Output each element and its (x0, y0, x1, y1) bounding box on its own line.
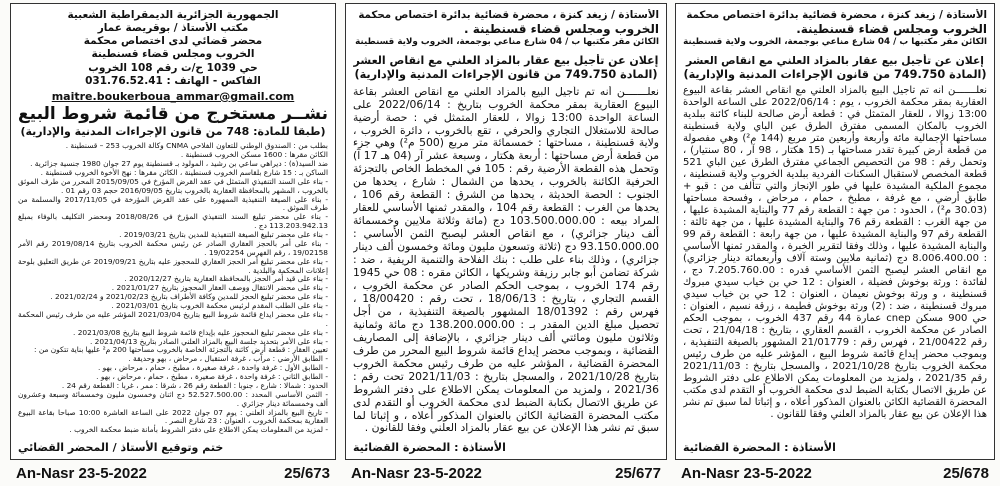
notice-right (675, 3, 995, 460)
header-line: الكائن مقر مكتبها ب / 04 شارع مناعي بوجمعة، الخروب ولاية قسنطينة (683, 36, 987, 47)
header-line: الأستاذة / زيغد كنزة ، محضرة قضائية بدائرة اختصاص محكمة (358, 9, 659, 21)
body-paragraph: - بناء على محضر تبليغ الصيغة التنفيذية للمدين بتاريخ 2019/03/21 . (119, 230, 328, 240)
notice-left (10, 3, 336, 460)
page-number: 25/677 (615, 464, 661, 482)
header-line: الكائن مقر مكتبها ب / 04 شارع مناعي بوجمعة، الخروب ولاية قسنطينة (355, 36, 659, 47)
body-paragraph: الكائن مقرها : 1600 مسكن الخروب قسنطينة . (180, 150, 328, 160)
newspaper-footer (10, 463, 336, 483)
email-address: maitre.boukerboua_ammar@gmail.com (51, 89, 295, 103)
body-paragraph: - الطابق الثاني : غرفة واحدة ، غرفة صغيرة ، مطبخ ، حمام ، مرحاض ، بهو . (96, 372, 328, 382)
body-paragraph: - بناء على محضر تبليغ المحجوز عليه بإيداع قائمة شروط البيع بتاريخ 2021/03/08 . (73, 327, 328, 337)
body-paragraph: الحدود : شمالا : شارع ، جنوبا : القطعة رقم 26 ، شرقا : ممر ، غربا : القطعة رقم 24 . (61, 380, 328, 390)
newspaper-footer (675, 463, 995, 483)
body-paragraph: - بناء على محضر ايداع قائمة شروط البيع بتاريخ 2021/03/04 المؤشر عليه من طرف رئيس المحكمة . (18, 309, 328, 328)
header-line: مكتب الأستاذ / بوقريصة عمار (97, 22, 249, 35)
body-paragraph: - بناء على قيد أمر الحجز بالمحافظة العقارية بتاريخ 2020/12/27 . (124, 274, 328, 284)
body-paragraph: ضد السيد(ة) : ديراهي ساعي بن رشيد ، المولود بـ قسنطينة يوم 27 جوان 1980 جنسية جزائرية . (30, 159, 328, 169)
body-paragraph: تعيين العقار : قطعة أرض كائنة بالتجزئة الخاصة بالخروب مساحتها 200 م² عليها بناية تتكون من : (33, 345, 328, 355)
notice-title: إعلان عن تأجيل بيع عقار بالمزاد العلني مع انقاص العشر (353, 53, 659, 67)
body-paragraph: - بناء على محضر تبليغ السند التنفيذي المؤرخ في 2018/08/26 ومحضر التكليف بالوفاء بمبلغ 113.203.942.13 دج . (18, 212, 328, 231)
body-paragraph: - بناء على محضر تبليغ الحجز للمدين وكافة الأطراف بتاريخ 2021/02/23 و 2021/02/24 . (50, 292, 328, 302)
body-paragraph: نعلـــــــن أنه تم تأجيل البيع بالمزاد العلني مع انقاص العشر بقاعة البيوع العقارية بمقر محكمة الخروب ، يوم : 2022/06/14 على الساعة الواحدة 13:00 زوالا ، للعقار المتمثل في : قطعة أرض صالحة للبناء كائنة ببلدية الخروب بالمكان المسمى مفترق الطرق عين الباي ولاية قسنطينة مساحتها الإجمالية مائة وأربعة وأربعين متر مربع (144 م²) وهي مفصولة من قطعة أرض كبيرة تقدر مساحتها بـ (15 هكتار ، 98 آر ، 80 سنتيار) ، وتحمل رقم : 98 من التحصيص الجماعي مفترق الطرق عين الباي 521 قطعة المخصص لاستقبال السكنات الفردية ببلدية الخروب ولاية قسنطينة ، مجموع الملكية المشيدة عليها في طور الإنجاز والتي تتألف من : قبو + طابق أرضي ، مع غرفة ، مطبخ ، حمام ، مرحاض ، وفسحة مساحتها (30.03 م²) ، الحدود : من جهة : القطعة رقم 77 والبناية المشيدة عليها ، من جهة الغرب : القطعة رقم 76 والبناية المشيدة عليها ، من جهة ثالثة : القطعة رقم 97 والبناية المشيدة عليها ، من جهة رابعة : القطعة رقم 99 والبناية المشيدة عليها ، وذلك وفقا لتقرير الخبرة ، والمقدر ثمنها الأساسي : 8.006.400.00 دج (ثمانية ملايين وستة آلاف وأربعمائة دينار جزائري) مع انقاص العشر ليصبح الثمن الأساسي قدره : 7.205.760.00 دج ، لفائدة : ورثة بوخوش فضيلة ، العنوان : 12 حي بن خياب سيدي مبروك قسنطينة ، و ورثة بوخوش نعيمان ، العنوان : 12 حي بن خياب سيدي مبروك قسنطينة ، ضد : (2) ورثة بوخوش فطيمة ، زرقة نسيم ، العنوان : حي 900 مسكن cnep عمارة 44 رقم 437 الخروب ، بموجب الحكم الصادر عن محكمة الخروب ، القسم العقاري ، بتاريخ : 21/04/18 ، تحت رقم 21/00422 ، فهرس رقم : 21/01779 المشهور بالصيغة التنفيذية ، وبموجب محضر إيداع قائمة شروط البيع ، المؤشر عليه من طرف رئيس محكمة الخروب بتاريخ 2021/10/28 ، والمسجل بتاريخ : 2021/11/03 رقم 2021/35 ، ولمزيد من المعلومات يمكن الاطلاع على دفتر الشروط عن طريق الاتصال بكتابة الضبط لدى محكمة الخروب أو التقدم لدى مكتب المحضرة القضائية الكائن بالعنوان المذكور أعلاه ، و إثباتا لما سبق تم نشر هذا الإعلان عن بيع عقار بالمزاد العلني وفقا للقانون . (683, 85, 987, 421)
body-paragraph: - بناء على السند التنفيذي المتمثل في عقد القرض المؤرخ في 2015/09/05 المحرر من طرف الموثق بالخروب ، المشهر بالمحافظة العقارية بالخروب بتاريخ 2016/09/05 حجم 03 رقم 01 . (18, 176, 328, 195)
body-paragraph: - الطابق الأول : غرفة واحدة ، غرفة صغيرة ، مطبخ ، حمام ، مرحاض ، بهو . (97, 363, 328, 373)
page-number: 25/673 (284, 464, 330, 482)
header-line: محضر قضائي لدى اختصاص محكمة (83, 35, 263, 48)
body-paragraph: - بناء على الأمر بتحديد جلسة البيع بالمزاد العلني الصادر بتاريخ 2021/04/13 . (89, 336, 328, 346)
body-paragraph: - بناء على الطلب المقدم لرئيس محكمة الخروب بتاريخ 2021/03/01 . (111, 301, 328, 311)
header-line: الفاكس - الهاتف : 031.76.52.41 (85, 74, 261, 87)
body-paragraph: - الطابق الأرضي : مرآب ، غرفة استقبال ، مرحاض ، بهو وحديقة . (128, 354, 328, 364)
body-paragraph: - لمزيد من المعلومات يمكن الاطلاع على دفتر الشروط بأمانة ضبط محكمة الخروب . (69, 425, 328, 435)
notice-body (353, 86, 659, 438)
notice-middle (345, 3, 667, 460)
body-paragraph: نعلـــــــن أنه تم تأجيل البيع بالمزاد العلني مع انقاص العشر بقاعة البيوع العقارية بمقر محكمة الخروب بتاريخ : 2022/06/14 على الساعة الواحدة 13:00 زوالا ، للعقار المتمثل في : حصة أرضية صالحة للاستغلال التجاري والحرفي ، تقع بالخروب ، دائرة الخروب ، ولاية قسنطينة ، مساحتها : خمسمائة متر مربع (500 م²) وهي جزء من قطعة أرض مساحتها : أربعة هكتار ، وسبعة عشر آر (04 هـ 17 آ) وتحمل هذه القطعة الأرضية رقم : 105 في المخطط الخاص بالتجزئة الحرفية الكائنة بالخروب ، يحدها من الشمال : شارع ، يحدها من الجنوب : الحصة الحديثة ، يحدها من الشرق : القطعة رقم 106 ، يحدها من الغرب : القطعة رقم 104 ، والمقدر ثمنها الأساسي للعقار المراد بيعه : 103.500.000.00 دج (مائة وثلاثة ملايين وخمسمائة ألف دينار جزائري) ، مع انقاص العشر ليصبح الثمن الأساسي : 93.150.000.00 دج (ثلاثة وتسعون مليون ومائة وخمسون ألف دينار جزائري) ، وذلك بناء على طلب : بنك الفلاحة والتنمية الريفية ، ضد : شركة تضامن أبو جابر رزيقة وشريكها ، الكائن مقره : 08 حي 1945 رقم 174 الخروب ، بموجب الحكم الصادر عن محكمة الخروب ، القسم التجاري ، بتاريخ : 18/06/13 ، تحت رقم : 18/00420 ، فهرس رقم : 18/01392 المشهور بالصيغة التنفيذية ، من أجل تحصيل مبلغ الدين المقدر بـ : 138.200.000.00 دج مائة وثمانية وثلاثون مليون ومائتي ألف دينار جزائري ، بالإضافة إلى المصاريف القضائية ، وبموجب محضر إيداع قائمة شروط البيع المحرر من طرف المحضرة القضائية ، المؤشر عليه من طرف رئيس محكمة الخروب بتاريخ 2021/10/28 ، والمسجل بتاريخ : 2021/11/03 تحت رقم : 2021/36 ، ولمزيد من المعلومات يمكن الاطلاع على دفتر الشروط عن طريق الاتصال بكتابة الضبط لدى محكمة الخروب أو التقدم لدى مكتب المحضرة القضائية الكائن بالعنوان المذكور أعلاه ، و إثباتا لما سبق تم نشر هذا الإعلان عن بيع عقار بالمزاد العلني وفقا للقانون . (353, 85, 659, 435)
page-number: 25/678 (943, 464, 989, 482)
body-paragraph: - بناء على محضر تبليغ أمر الحجز العقاري للمحجوز عليه بتاريخ 2019/09/21 عن طريق التعليق بلوحة إعلانات المحكمة والبلدية . (18, 256, 328, 275)
body-paragraph: بطلب من : الصندوق الوطني للتعاون الفلاحي CNMA وكالة الخروب 253 – قسنطينة . (65, 142, 328, 151)
signature-line: ختم وتوقيع الأستاذ / المحضر القضائي (18, 440, 224, 454)
body-paragraph: - بناء على أمر بالحجز العقاري الصادر عن رئيس محكمة الخروب بتاريخ 2019/08/14 رقم الأمر 19/02158 ، رقم الفهرس 19/02254 . (18, 238, 328, 257)
body-paragraph: - بناء على الصيغة التنفيذية الممهورة على عقد القرض المؤرخة في 2017/11/05 والمسلمة من طرف الموثق . (18, 194, 328, 213)
body-paragraph: - بناء على محضر الانتقال ووصف العقار المحجوز بتاريخ 2021/01/27 . (111, 283, 328, 293)
notice-body (683, 85, 987, 437)
body-paragraph: - تاريخ البيع بالمزاد العلني : يوم 07 جوان 2022 على الساعة العاشرة 10:00 صباحا بقاعة البيوع العقارية بمحكمة الخروب ، العنوان : 23 شارع النصر . (18, 407, 328, 426)
header-line: الأستاذة / زيغد كنزة ، محضرة قضائية بدائرة اختصاص محكمة (686, 9, 987, 21)
notice-title: نشــر مستخرج من قائمة شروط البيع (18, 103, 328, 124)
notice-subtitle: (المادة 749.750 من قانون الإجراءات المدنية والإدارية) (683, 67, 987, 81)
header-line: الجمهورية الجزائرية الديمقراطية الشعبية (67, 9, 279, 21)
signature-line: الأستاذة : المحضرة القضائية (683, 440, 836, 454)
newspaper-date: An-Nasr 23-5-2022 (351, 464, 482, 482)
header-line: الخروب ومجلس قضاء قسنطينة . (464, 21, 659, 36)
newspaper-date: An-Nasr 23-5-2022 (681, 464, 812, 482)
body-paragraph: - الثمن الأساسي المحدد : 52.527.500.00 دج اثنان وخمسون مليون وخمسمائة وسبعة وعشرون ألف وخمسمائة دينار جزائري . (18, 389, 328, 408)
body-paragraph: الساكن بـ : 15 شارع بلقاسم الخروب قسنطينة ، الكائن مقرها : نهج الأخوة الخروب قسنطينة . (40, 167, 328, 177)
header-line: الخروب ومجلس قضاء قسنطينة. (796, 21, 987, 36)
signature-line: الأستاذة : المحضرة القضائية (353, 440, 506, 454)
newspaper-footer (345, 463, 667, 483)
header-line: حي 1039 ح/ت رقم 108 الخروب (88, 61, 258, 74)
notice-subtitle: (المادة 749.750 من قانون الإجراءات المدنية والإدارية) (354, 68, 658, 82)
notice-title: إعلان عن تأجيل بيع عقار بالمزاد العلني مع انقاص العشر (686, 53, 984, 67)
notice-subtitle: (طبقا للمادة: 748 من قانون الإجراءات المدنية والإدارية) (20, 125, 326, 139)
notice-body (18, 142, 328, 437)
newspaper-date: An-Nasr 23-5-2022 (16, 464, 147, 482)
header-line: الخروب ومجلس قضاء قسنطينة (91, 48, 255, 61)
